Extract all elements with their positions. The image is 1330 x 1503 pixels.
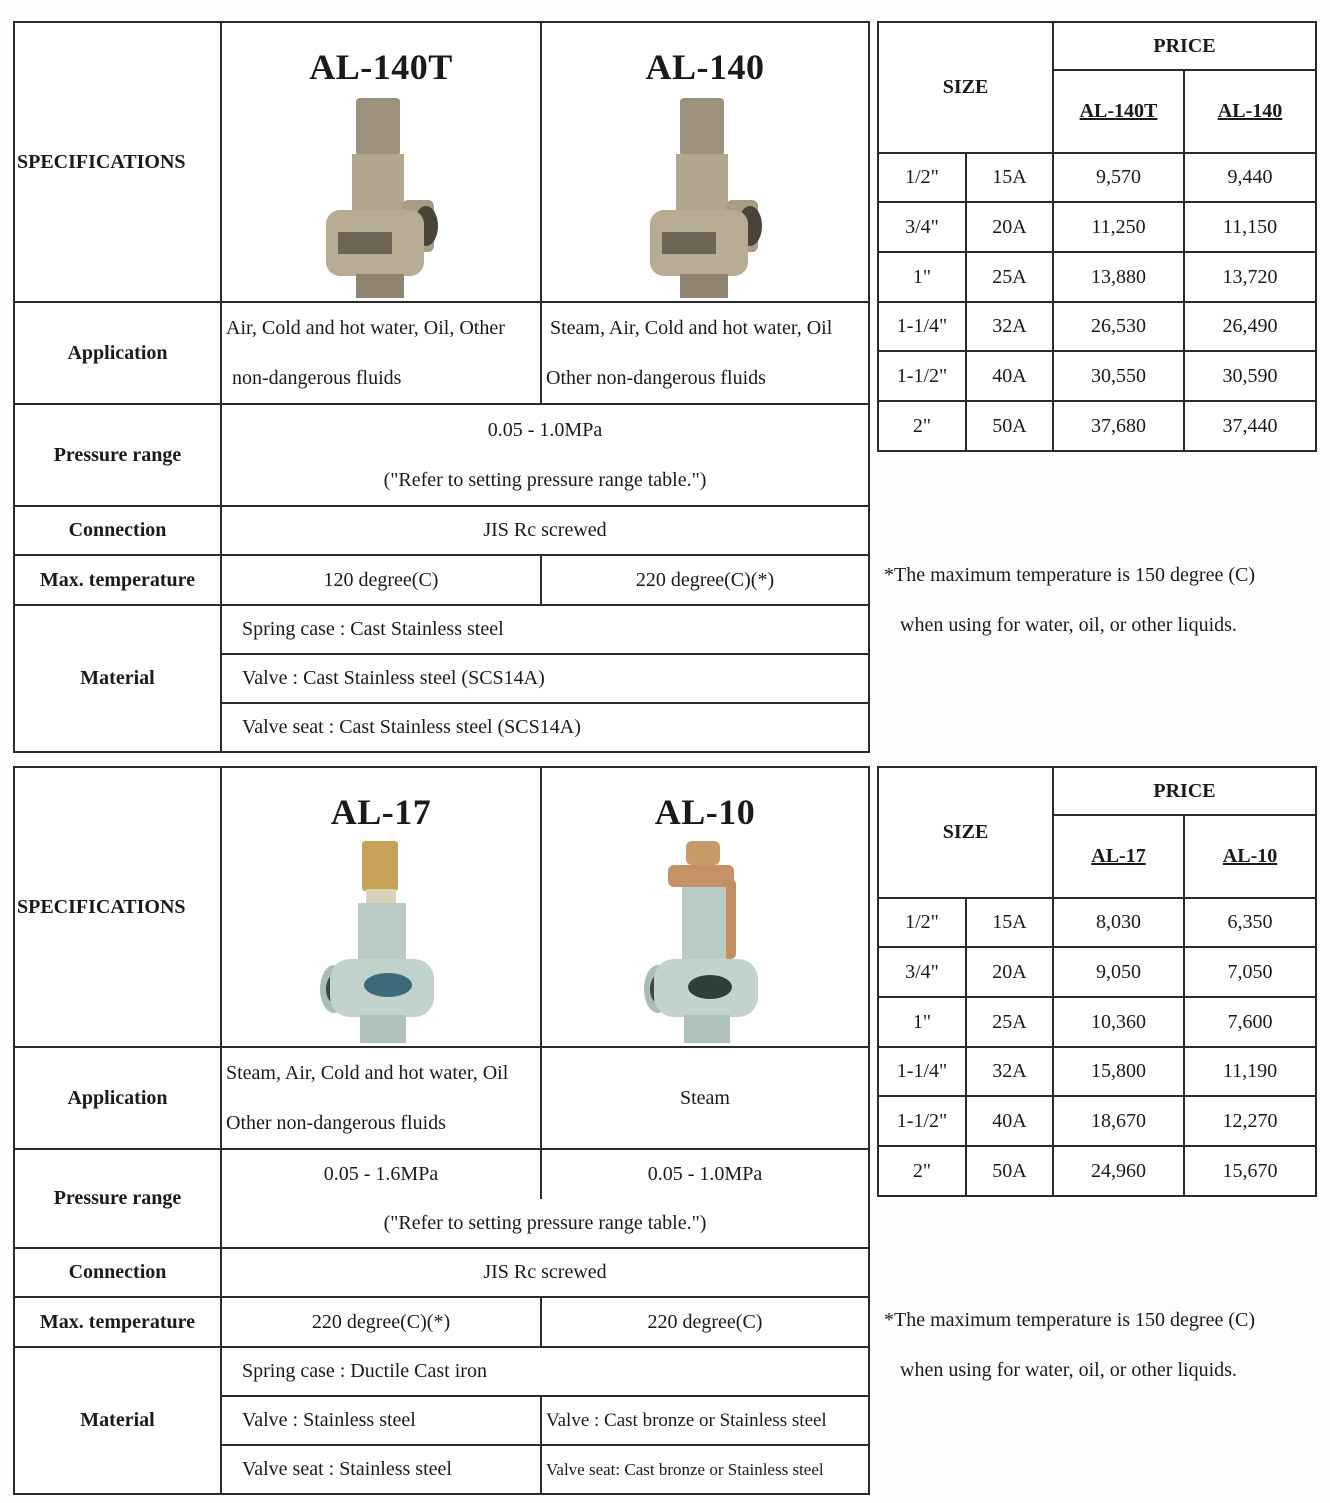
material-valve: Valve : Cast Stainless steel (SCS14A) (221, 654, 869, 703)
pressure-label: Pressure range (14, 1149, 221, 1248)
size-a: 40A (966, 1096, 1053, 1146)
price-col-al10: AL-10 (1184, 815, 1316, 898)
size-a: 32A (966, 1047, 1053, 1096)
price-a: 30,550 (1053, 351, 1184, 401)
size-a: 25A (966, 252, 1053, 302)
price-col-al140: AL-140 (1184, 70, 1316, 153)
price-row (878, 997, 1316, 1047)
price-b: 26,490 (1184, 302, 1316, 351)
size-a: 20A (966, 202, 1053, 252)
material-spring: Spring case : Cast Stainless steel (221, 605, 869, 654)
app-line: Steam, Air, Cold and hot water, Oil (550, 317, 833, 339)
valve-al17-image (316, 839, 446, 1045)
price-a: 10,360 (1053, 997, 1184, 1047)
app-line: non-dangerous fluids (232, 367, 402, 389)
material-label: Material (14, 605, 221, 752)
size-inch: 1" (878, 252, 966, 302)
application-al17 (221, 1047, 541, 1149)
price-row (878, 351, 1316, 401)
material-label: Material (14, 1347, 221, 1494)
price-row (878, 252, 1316, 302)
price-row (878, 401, 1316, 451)
price-col-al17: AL-17 (1053, 815, 1184, 898)
size-inch: 2" (878, 1146, 966, 1196)
price-a: 26,530 (1053, 302, 1184, 351)
temperature-footnote (884, 1295, 1255, 1395)
material-valve-al17: Valve : Stainless steel (221, 1396, 541, 1445)
price-header: PRICE (1053, 767, 1316, 815)
size-inch: 3/4" (878, 947, 966, 997)
pressure-al17: 0.05 - 1.6MPa (221, 1149, 541, 1199)
size-a: 50A (966, 401, 1053, 451)
price-a: 9,050 (1053, 947, 1184, 997)
price-table-2 (877, 766, 1317, 1197)
application-label: Application (14, 302, 221, 404)
model-cell-al140t (221, 22, 541, 302)
valve-brass-image (316, 94, 446, 300)
size-a: 32A (966, 302, 1053, 351)
price-b: 11,190 (1184, 1047, 1316, 1096)
price-a: 11,250 (1053, 202, 1184, 252)
connection-value: JIS Rc screwed (221, 1248, 869, 1297)
size-inch: 1-1/2" (878, 1096, 966, 1146)
price-row (878, 1146, 1316, 1196)
application-label: Application (14, 1047, 221, 1149)
size-a: 40A (966, 351, 1053, 401)
price-row (878, 947, 1316, 997)
price-header: PRICE (1053, 22, 1316, 70)
material-seat: Valve seat : Cast Stainless steel (SCS14A) (221, 703, 869, 752)
size-inch: 1-1/4" (878, 302, 966, 351)
model-name: AL-140 (645, 47, 765, 87)
price-row (878, 302, 1316, 351)
price-row (878, 1096, 1316, 1146)
model-cell-al10 (541, 767, 869, 1047)
spec-label: SPECIFICATIONS (14, 767, 221, 1047)
price-a: 24,960 (1053, 1146, 1184, 1196)
material-spring: Spring case : Ductile Cast iron (221, 1347, 869, 1396)
size-header: SIZE (878, 22, 1053, 153)
price-a: 37,680 (1053, 401, 1184, 451)
price-a: 18,670 (1053, 1096, 1184, 1146)
valve-brass-image (640, 94, 770, 300)
size-inch: 1/2" (878, 898, 966, 947)
valve-al10-image (640, 839, 770, 1045)
size-a: 20A (966, 947, 1053, 997)
max-temp-al140t: 120 degree(C) (221, 555, 541, 605)
price-row (878, 153, 1316, 202)
price-b: 37,440 (1184, 401, 1316, 451)
price-b: 12,270 (1184, 1096, 1316, 1146)
size-inch: 1/2" (878, 153, 966, 202)
app-line: Steam, Air, Cold and hot water, Oil (226, 1062, 509, 1084)
note-line: *The maximum temperature is 150 degree (C) (884, 1309, 1255, 1331)
size-inch: 3/4" (878, 202, 966, 252)
application-al10: Steam (541, 1047, 869, 1149)
connection-value: JIS Rc screwed (221, 506, 869, 555)
application-al140 (541, 302, 869, 404)
material-seat-al10: Valve seat: Cast bronze or Stainless steel (541, 1445, 869, 1494)
model-name: AL-10 (654, 792, 756, 832)
app-line: Air, Cold and hot water, Oil, Other (226, 317, 505, 339)
material-valve-al10: Valve : Cast bronze or Stainless steel (541, 1396, 869, 1445)
price-b: 11,150 (1184, 202, 1316, 252)
price-b: 13,720 (1184, 252, 1316, 302)
pressure-note: ("Refer to setting pressure range table.") (383, 469, 707, 491)
pressure-al10: 0.05 - 1.0MPa (541, 1149, 869, 1199)
price-a: 9,570 (1053, 153, 1184, 202)
model-name: AL-140T (309, 47, 453, 87)
price-a: 13,880 (1053, 252, 1184, 302)
max-temp-al140: 220 degree(C)(*) (541, 555, 869, 605)
price-a: 15,800 (1053, 1047, 1184, 1096)
application-al140t (221, 302, 541, 404)
material-seat-al17: Valve seat : Stainless steel (221, 1445, 541, 1494)
price-b: 15,670 (1184, 1146, 1316, 1196)
max-temp-al17: 220 degree(C)(*) (221, 1297, 541, 1347)
price-b: 6,350 (1184, 898, 1316, 947)
max-temp-label: Max. temperature (14, 1297, 221, 1347)
connection-label: Connection (14, 1248, 221, 1297)
max-temp-al10: 220 degree(C) (541, 1297, 869, 1347)
app-line: Other non-dangerous fluids (546, 367, 766, 389)
connection-label: Connection (14, 506, 221, 555)
pressure-value (221, 404, 869, 506)
price-row (878, 202, 1316, 252)
size-a: 15A (966, 153, 1053, 202)
spec-table-2 (13, 766, 870, 1495)
app-line: Other non-dangerous fluids (226, 1112, 446, 1134)
price-b: 9,440 (1184, 153, 1316, 202)
pressure-label: Pressure range (14, 404, 221, 506)
size-a: 50A (966, 1146, 1053, 1196)
spec-table-1 (13, 21, 870, 753)
note-line: *The maximum temperature is 150 degree (C) (884, 564, 1255, 586)
model-cell-al17 (221, 767, 541, 1047)
size-a: 25A (966, 997, 1053, 1047)
price-a: 8,030 (1053, 898, 1184, 947)
spec-label: SPECIFICATIONS (14, 22, 221, 302)
pressure-range: 0.05 - 1.0MPa (487, 419, 603, 441)
temperature-footnote (884, 550, 1255, 650)
price-table-1 (877, 21, 1317, 452)
model-cell-al140 (541, 22, 869, 302)
size-inch: 1" (878, 997, 966, 1047)
price-b: 7,050 (1184, 947, 1316, 997)
price-b: 30,590 (1184, 351, 1316, 401)
size-inch: 1-1/4" (878, 1047, 966, 1096)
price-col-al140t: AL-140T (1053, 70, 1184, 153)
size-header: SIZE (878, 767, 1053, 898)
price-row (878, 898, 1316, 947)
price-row (878, 1047, 1316, 1096)
size-a: 15A (966, 898, 1053, 947)
note-line: when using for water, oil, or other liquids. (900, 1359, 1237, 1381)
max-temp-label: Max. temperature (14, 555, 221, 605)
size-inch: 2" (878, 401, 966, 451)
model-name: AL-17 (330, 792, 432, 832)
size-inch: 1-1/2" (878, 351, 966, 401)
pressure-note: ("Refer to setting pressure range table.") (221, 1199, 869, 1248)
price-b: 7,600 (1184, 997, 1316, 1047)
note-line: when using for water, oil, or other liquids. (900, 614, 1237, 636)
